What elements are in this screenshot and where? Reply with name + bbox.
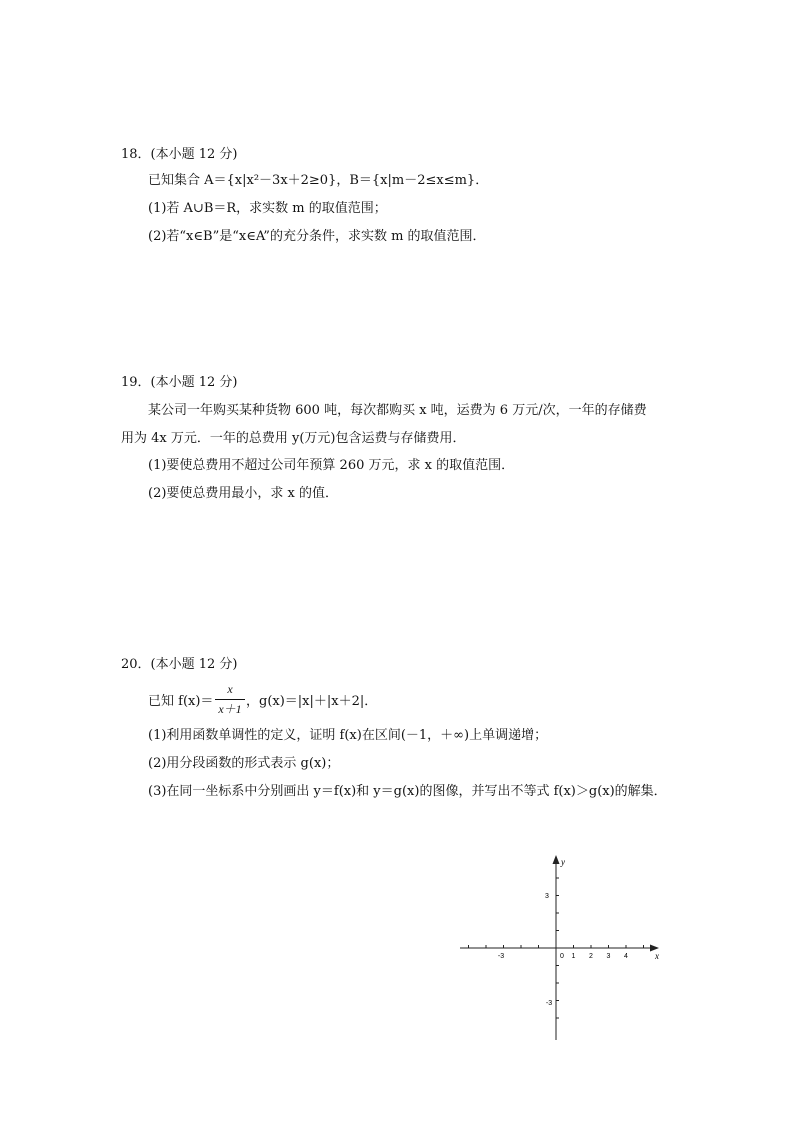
question-18-part-1: (1)若 A∪B＝R，求实数 m 的取值范围； <box>148 201 387 216</box>
question-19-statement-line-2: 用为 4x 万元．一年的总费用 y(万元)包含运费与存储费用． <box>121 431 466 446</box>
fraction-bar <box>215 699 245 700</box>
question-20-part-1: (1)利用函数单调性的定义，证明 f(x)在区间(－1，＋∞)上单调递增； <box>148 728 548 743</box>
coordinate-graph <box>455 850 670 1045</box>
x-tick-label-neg3: -3 <box>497 953 505 960</box>
y-axis-label: y <box>561 857 565 867</box>
fraction-denominator: x＋1 <box>218 702 242 716</box>
x-tick-label-3: 3 <box>606 953 611 960</box>
question-20-intro-suffix: ，g(x)＝|x|＋|x＋2|． <box>246 694 378 709</box>
function-fraction <box>215 681 245 717</box>
question-19-part-1: (1)要使总费用不超过公司年预算 260 万元，求 x 的取值范围． <box>148 458 515 473</box>
x-axis-label: x <box>655 951 659 961</box>
question-20-part-2: (2)用分段函数的形式表示 g(x)； <box>148 756 340 771</box>
x-tick-label-1: 1 <box>571 953 576 960</box>
question-18-header: 18．(本小题 12 分) <box>121 147 238 162</box>
y-tick-label-neg3: -3 <box>545 1000 553 1007</box>
question-19-part-2: (2)要使总费用最小，求 x 的值． <box>148 486 339 501</box>
question-18-statement: 已知集合 A＝{x|x²－3x＋2≥0}，B＝{x|m－2≤x≤m}． <box>148 173 489 188</box>
y-tick-label-3: 3 <box>545 893 549 900</box>
fraction-numerator: x <box>227 682 233 696</box>
x-tick-label-4: 4 <box>624 953 628 960</box>
question-19-header: 19．(本小题 12 分) <box>121 375 238 390</box>
question-19-statement-line-1: 某公司一年购买某种货物 600 吨，每次都购买 x 吨，运费为 6 万元/次，一年的存储费 <box>148 403 647 418</box>
question-18-part-2: (2)若“x∈B”是“x∈A”的充分条件，求实数 m 的取值范围． <box>148 229 486 244</box>
origin-label: 0 <box>560 953 564 960</box>
x-tick-label-2: 2 <box>589 953 593 960</box>
question-20-intro-prefix: 已知 f(x)＝ <box>148 694 214 709</box>
y-axis-arrow-icon <box>553 855 560 864</box>
question-20-header: 20．(本小题 12 分) <box>121 657 238 672</box>
question-20-part-3: (3)在同一坐标系中分别画出 y＝f(x)和 y＝g(x)的图像，并写出不等式 f(x)＞g(x)的解集． <box>148 784 667 799</box>
